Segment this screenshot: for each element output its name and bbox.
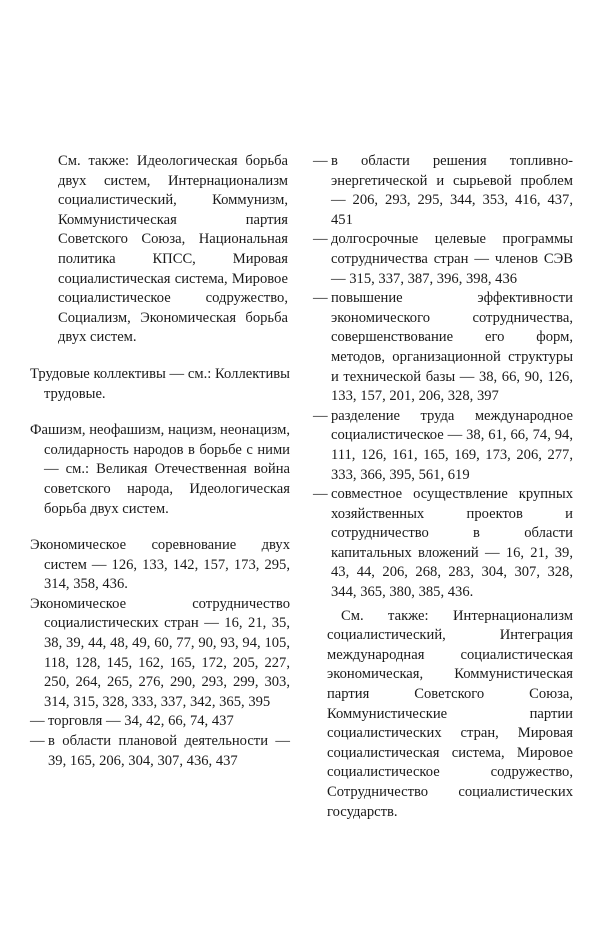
subentry-division-of-labor (313, 407, 573, 485)
subentry-division-of-labor-text: разделение труда международное социалистическое — 38, 61, 66, 74, 94, 111, 126, 161, 165, 169, 173, 206, 277, 333, 366, 395, 561, 619 (331, 407, 573, 483)
subentry-efficiency-text: повышение эффективности экономического сотрудничества, совершенствование его форм, методов, организационной структуры и технической базы — 38, 66, 90, 126, 133, 157, 201, 206, 328, 397 (331, 290, 573, 405)
subentry-dash: — (30, 713, 45, 730)
subentry-planning (30, 732, 290, 771)
subentry-dash: — (313, 290, 328, 307)
subentry-dash: — (313, 407, 328, 424)
right-column (313, 152, 573, 822)
index-entry-fascism: Фашизм, неофашизм, нацизм, неонацизм, солидарность народов в борьбе с ними — см.: Великая Отечественная война советского народа, Идеологическая борьба двух систем. (30, 422, 290, 517)
subentry-efficiency (313, 289, 573, 407)
subentry-trade-text: торговля — 34, 42, 66, 74, 437 (48, 713, 234, 730)
subentry-dash: — (30, 733, 45, 750)
subentry-dash: — (313, 231, 328, 248)
subentry-fuel-energy-text: в области решения топливно-энергетической и сырьевой проблем — 206, 293, 295, 344, 353, 416, 437, 451 (331, 153, 573, 228)
index-entry-economic-cooperation: Экономическое сотрудничество социалистических стран — 16, 21, 35, 38, 39, 44, 48, 49, 60, 77, 90, 93, 94, 105, 118, 128, 145, 162, 165, 172, 205, 227, 250, 264, 265, 276, 290, 293, 299, 303, 314, 315, 328, 333, 337, 342, 365, 395 (30, 595, 290, 710)
index-entry-economic-competition: Экономическое соревнование двух систем — 126, 133, 142, 157, 173, 295, 314, 358, 436. (30, 537, 290, 593)
subentry-fuel-energy (313, 152, 573, 230)
left-column (30, 152, 290, 771)
subentry-trade (30, 712, 290, 732)
see-also-ideology: См. также: Идеологическая борьба двух систем, Интернационализм социалистический, Коммунизм, Коммунистическая партия Советского Союза, Национальная политика КПСС, Мировая социалистическая система, Мировое социалистическое содружество, Социализм, Экономическая борьба двух систем. (58, 153, 288, 346)
index-entry-labor-collectives: Трудовые коллективы — см.: Коллективы трудовые. (30, 365, 290, 402)
subentry-joint-projects-text: совместное осуществление крупных хозяйственных проектов и сотрудничество в области капитальных вложений — 16, 21, 39, 43, 44, 206, 268, 283, 304, 307, 328, 344, 365, 380, 385, 436. (331, 486, 573, 601)
subentry-planning-text: в области плановой деятельности — 39, 165, 206, 304, 307, 436, 437 (48, 733, 290, 769)
subentry-dash: — (313, 486, 328, 503)
see-also-cooperation: См. также: Интернационализм социалистический, Интеграция международная социалистическая экономическая, Коммунистическая партия Советского Союза, Коммунистические партии социалистических стран, Мировая социалистическая система, Мировое социалистическое содружество, Сотрудничество социалистических государств. (327, 607, 573, 820)
subentry-dash: — (313, 153, 328, 169)
subentry-joint-projects (313, 485, 573, 603)
subentry-longterm-programs-text: долгосрочные целевые программы сотрудничества стран — членов СЭВ — 315, 337, 387, 396, 398, 436 (331, 231, 573, 287)
subentry-longterm-programs (313, 230, 573, 289)
